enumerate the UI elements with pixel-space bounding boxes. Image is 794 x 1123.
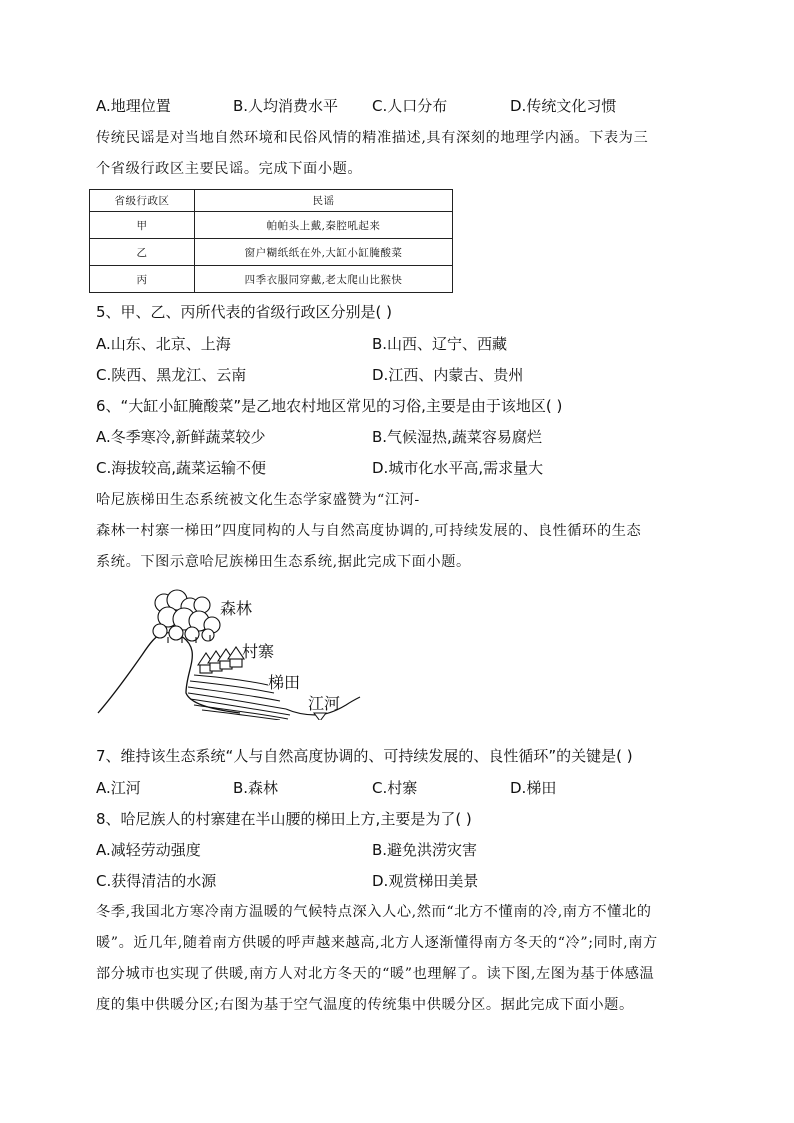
- table-cell-ballad: 帕帕头上戴,秦腔吼起来: [195, 212, 453, 239]
- table-row: [90, 266, 453, 293]
- q5-option-d: D.江西、内蒙古、贵州: [372, 366, 524, 384]
- q4-option-d: D.传统文化习惯: [510, 97, 617, 115]
- intro3-line4: 度的集中供暖分区;右图为基于空气温度的传统集中供暖分区。据此完成下面小题。: [96, 997, 634, 1013]
- q4-option-c: C.人口分布: [372, 97, 448, 115]
- q5-option-b: B.山西、辽宁、西藏: [372, 335, 508, 353]
- intro3-line1: 冬季,我国北方寒冷南方温暖的气候特点深入人心,然而“北方不懂南的冷,南方不懂北的: [96, 904, 652, 920]
- terrace-ecosystem-figure: [90, 585, 370, 720]
- q7-option-d: D.梯田: [510, 779, 557, 797]
- q8-stem: 8、哈尼族人的村寨建在半山腰的梯田上方,主要是为了( ): [96, 810, 472, 828]
- label-village: 村寨: [242, 642, 275, 661]
- q8-option-d: D.观赏梯田美景: [372, 872, 479, 890]
- table-cell-region: 甲: [90, 212, 195, 239]
- q5-option-a: A.山东、北京、上海: [96, 335, 231, 353]
- q6-option-a: A.冬季寒冷,新鲜蔬菜较少: [96, 428, 266, 446]
- q7-stem: 7、维持该生态系统“人与自然高度协调的、可持续发展的、良性循环”的关键是( ): [96, 747, 633, 765]
- intro2-line3: 系统。下图示意哈尼族梯田生态系统,据此完成下面小题。: [96, 554, 471, 570]
- q6-option-c: C.海拔较高,蔬菜运输不便: [96, 459, 267, 477]
- mountain-outline: [98, 633, 240, 713]
- intro2-line1: 哈尼族梯田生态系统被文化生态学家盛赞为“江河-: [96, 492, 420, 508]
- intro1-line1: 传统民谣是对当地自然环境和民俗风情的精准描述,具有深刻的地理学内涵。下表为三: [96, 130, 649, 146]
- q4-option-b: B.人均消费水平: [233, 97, 339, 115]
- q7-option-b: B.森林: [233, 779, 279, 797]
- table-header-ballad: 民谣: [195, 190, 453, 212]
- q8-option-a: A.减轻劳动强度: [96, 841, 201, 859]
- q8-option-b: B.避免洪涝灾害: [372, 841, 478, 859]
- ballad-table: [89, 189, 453, 293]
- intro1-line2: 个省级行政区主要民谣。完成下面小题。: [96, 161, 363, 177]
- table-row: [90, 239, 453, 266]
- table-cell-ballad: 四季衣服同穿戴,老太爬山比猴快: [195, 266, 453, 293]
- table-cell-region: 丙: [90, 266, 195, 293]
- q5-option-c: C.陕西、黑龙江、云南: [96, 366, 247, 384]
- table-cell-region: 乙: [90, 239, 195, 266]
- river-symbol: [314, 713, 326, 720]
- table-header-row: [90, 190, 453, 212]
- intro2-line2: 森林一村寨一梯田”四度同构的人与自然高度协调的,可持续发展的、良性循环的生态: [96, 523, 642, 539]
- forest-trees: [153, 590, 220, 643]
- q6-option-b: B.气候湿热,蔬菜容易腐烂: [372, 428, 542, 446]
- q5-stem: 5、甲、乙、丙所代表的省级行政区分别是( ): [96, 303, 393, 321]
- q8-option-c: C.获得清洁的水源: [96, 872, 217, 890]
- table-row: [90, 212, 453, 239]
- q7-option-c: C.村寨: [372, 779, 418, 797]
- village-houses: [198, 647, 244, 673]
- table-header-region: 省级行政区: [90, 190, 195, 212]
- intro3-line3: 部分城市也实现了供暖,南方人对北方冬天的“暖”也理解了。读下图,左图为基于体感温: [96, 966, 655, 982]
- label-river: 江河: [308, 694, 341, 713]
- q7-option-a: A.江河: [96, 779, 141, 797]
- table-cell-ballad: 窗户糊纸纸在外,大缸小缸腌酸菜: [195, 239, 453, 266]
- label-terrace: 梯田: [268, 673, 301, 692]
- q6-stem: 6、“大缸小缸腌酸菜”是乙地农村地区常见的习俗,主要是由于该地区( ): [96, 397, 563, 415]
- q6-option-d: D.城市化水平高,需求量大: [372, 459, 544, 477]
- q4-option-a: A.地理位置: [96, 97, 171, 115]
- intro3-line2: 暖”。近几年,随着南方供暖的呼声越来越高,北方人逐渐懂得南方冬天的“冷”;同时,南方: [96, 935, 658, 951]
- label-forest: 森林: [220, 599, 253, 618]
